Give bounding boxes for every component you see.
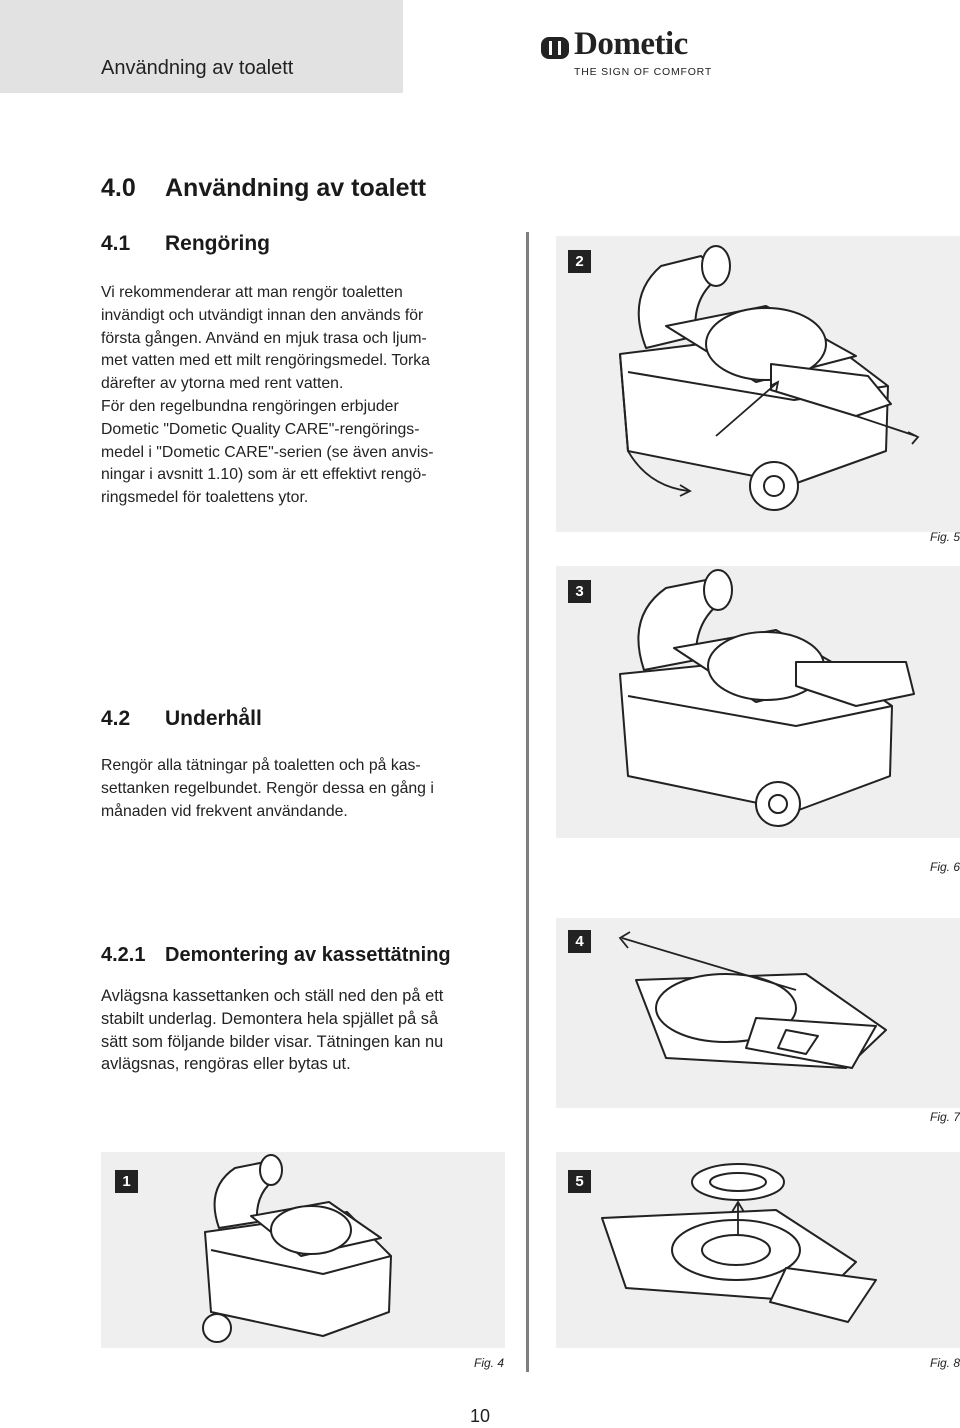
logo-brand-text: Dometic: [574, 26, 688, 62]
logo-tagline: THE SIGN OF COMFORT: [574, 66, 713, 78]
section-4-1-heading: 4.1 Rengöring: [101, 232, 270, 255]
figure-8-caption: Fig. 8: [929, 1356, 960, 1370]
section-4-2-1-body: Avlägsna kassettanken och ställ ned den på ett stabilt underlag. Demontera hela spjället på så sätt som följande bilder visar. Tätningen kan nu avlägsnas, rengöras eller bytas ut.: [101, 987, 444, 1074]
figure-6-panel: [556, 566, 960, 838]
figure-8-panel: [556, 1152, 960, 1348]
column-divider: [526, 232, 529, 1372]
step-badge-3: 3: [568, 580, 591, 603]
section-4-1-body: Vi rekommenderar att man rengör toaletten invändigt och utvändigt innan den används för första gången. Använd en mjuk trasa och ljum- met vatten med ett milt rengöringsmedel. Torka därefter av ytorna med rent vatten. För den regelbundna rengöringen erbjuder Dometic "Dometic Quality CARE"-rengörings- medel i "Dometic CARE"-serien (se även anvis- ningar i avsnitt 1.10) som är ett effektivt rengö- ringsmedel för toalettens ytor.: [101, 284, 434, 507]
toilet-tank-illustration-icon: [556, 236, 960, 532]
figure-7-caption: Fig. 7: [929, 1110, 960, 1124]
section-4-2-heading: 4.2 Underhåll: [101, 707, 262, 730]
dometic-logo: [538, 26, 728, 82]
section-4-2-1-heading: 4.2.1 Demontering av kassettätning: [101, 944, 451, 966]
section-4-0-heading: 4.0 Användning av toalett: [101, 174, 427, 202]
figure-6-caption: Fig. 6: [929, 860, 960, 874]
page-number: 10: [469, 1406, 491, 1426]
step-badge-2: 2: [568, 250, 591, 273]
dometic-logo-mark-icon: [540, 36, 570, 60]
figure-7-panel: [556, 918, 960, 1108]
step-badge-1: 1: [115, 1170, 138, 1193]
toilet-tank-illustration-icon: [101, 1152, 505, 1348]
figure-5-caption: Fig. 5: [929, 530, 960, 544]
figure-4-caption: Fig. 4: [473, 1356, 504, 1370]
section-4-2-body: Rengör alla tätningar på toaletten och på kas- settanken regelbundet. Rengör dessa en gång i månaden vid frekvent användande.: [101, 757, 434, 820]
figure-5-panel: [556, 236, 960, 532]
cassette-slide-illustration-icon: [556, 918, 960, 1108]
step-badge-4: 4: [568, 930, 591, 953]
step-badge-5: 5: [568, 1170, 591, 1193]
running-header-title: Användning av toalett: [101, 57, 294, 79]
figure-4-panel: [101, 1152, 505, 1348]
toilet-tank-illustration-icon: [556, 566, 960, 838]
seal-removal-illustration-icon: [556, 1152, 960, 1348]
